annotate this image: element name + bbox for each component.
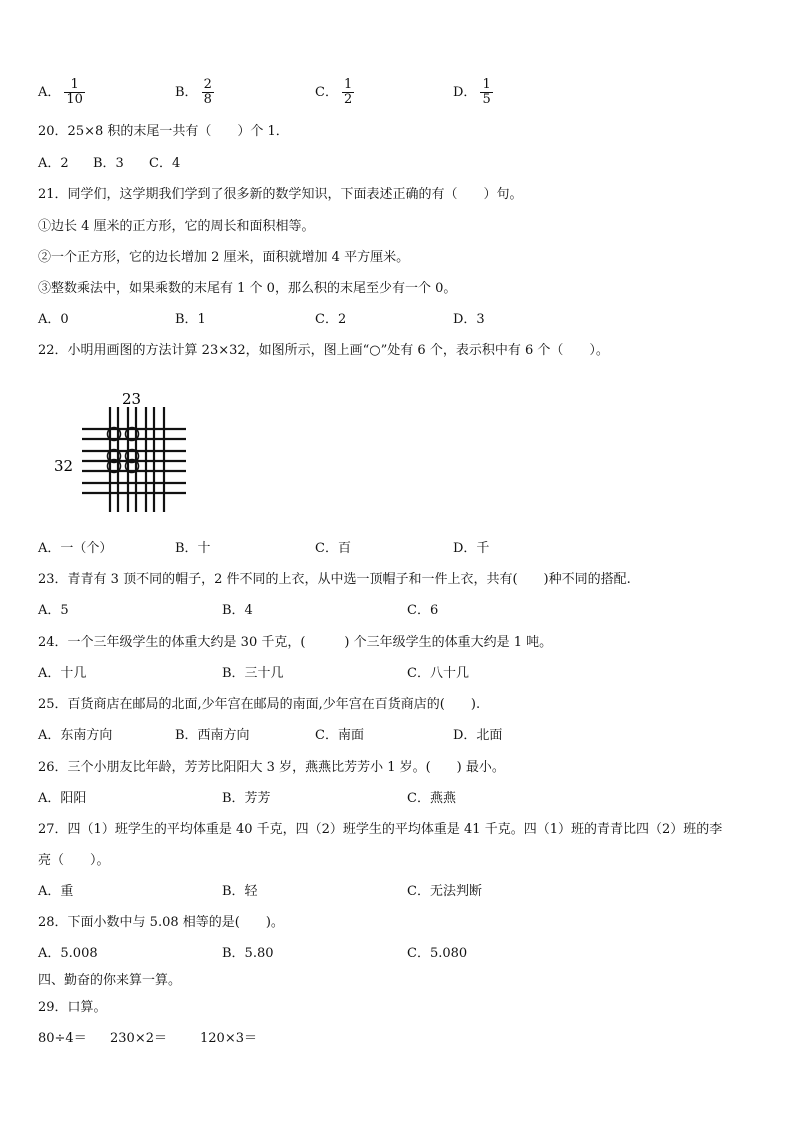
calc-item: 230×2＝ <box>110 1031 167 1046</box>
option-label: B． <box>175 84 198 100</box>
statement-1: ①边长 4 厘米的正方形，它的周长和面积相等。 <box>38 219 315 234</box>
option-c: C．无法判断 <box>407 884 482 899</box>
question-21-stem: 21．同学们，这学期我们学到了很多新的数学知识，下面表述正确的有（ ）句。 <box>38 187 523 202</box>
option-label: C． <box>315 84 338 100</box>
section-heading: 四、勤奋的你来算一算。 <box>38 973 182 988</box>
question-27-stem-line1: 27．四（1）班学生的平均体重是 40 千克，四（2）班学生的平均体重是 41 千克。四（1）班的青青比四（2）班的李 <box>38 822 723 837</box>
question-29-stem: 29．口算。 <box>38 1000 107 1015</box>
option-b: B．1 <box>175 312 206 327</box>
fraction <box>342 78 354 107</box>
calc-item: 120×3＝ <box>200 1031 257 1046</box>
option-c: C．百 <box>315 541 351 556</box>
option-a: A．十几 <box>38 666 87 681</box>
option-a: A．阳阳 <box>38 791 87 806</box>
question-24-stem: 24．一个三年级学生的体重大约是 30 千克，( ) 个三年级学生的体重大约是 1 吨。 <box>38 635 553 650</box>
option-a: A．5.008 <box>38 946 98 961</box>
figure-left-label: 32 <box>54 457 74 475</box>
question-28-stem: 28．下面小数中与 5.08 相等的是( )。 <box>38 915 284 930</box>
option-c: C．燕燕 <box>407 791 456 806</box>
numerator: 2 <box>203 77 212 92</box>
option-a: A．2 <box>38 156 69 171</box>
option-c: C．八十几 <box>407 666 469 681</box>
question-27-stem-line2: 亮（ ）。 <box>38 853 110 868</box>
question-25-stem: 25．百货商店在邮局的北面,少年宫在邮局的南面,少年宫在百货商店的( ). <box>38 697 481 712</box>
statement-3: ③整数乘法中，如果乘数的末尾有 1 个 0，那么积的末尾至少有一个 0。 <box>38 281 457 296</box>
numerator: 1 <box>343 77 353 92</box>
question-22-stem: 22．小明用画图的方法计算 23×32，如图所示，图上画“○”处有 6 个，表示积中有 6 个（ ）。 <box>38 343 609 358</box>
question-20-stem: 20．25×8 积的末尾一共有（ ）个 1． <box>38 124 289 139</box>
option-a <box>38 78 85 107</box>
fraction <box>480 78 492 107</box>
option-d: D．北面 <box>453 728 503 743</box>
option-b <box>175 78 214 107</box>
option-a: A．一（个） <box>38 541 113 556</box>
option-a: A．0 <box>38 312 69 327</box>
option-a: A．5 <box>38 603 69 618</box>
question-26-stem: 26．三个小朋友比年龄，芳芳比阳阳大 3 岁，燕燕比芳芳小 1 岁。( ) 最小。 <box>38 760 505 775</box>
option-a: A．重 <box>38 884 74 899</box>
option-b: B．三十几 <box>222 666 284 681</box>
horizontal-lines <box>82 429 186 493</box>
line-multiplication-figure <box>50 385 200 520</box>
fraction <box>202 78 214 107</box>
option-c: C．4 <box>149 156 181 171</box>
option-a: A．东南方向 <box>38 728 113 743</box>
option-c: C．6 <box>407 603 439 618</box>
statement-2: ②一个正方形，它的边长增加 2 厘米，面积就增加 4 平方厘米。 <box>38 250 410 265</box>
option-b: B．十 <box>175 541 211 556</box>
option-label: A． <box>38 84 61 100</box>
denominator: 2 <box>343 92 353 107</box>
option-c: C．2 <box>315 312 347 327</box>
option-c <box>315 78 354 107</box>
option-d: D．3 <box>453 312 485 327</box>
numerator: 1 <box>482 77 491 92</box>
numerator: 1 <box>70 77 79 92</box>
option-d: D．千 <box>453 541 490 556</box>
option-b: B．5.80 <box>222 946 274 961</box>
option-c: C．5.080 <box>407 946 468 961</box>
denominator: 10 <box>66 92 83 107</box>
question-23-stem: 23．青青有 3 顶不同的帽子，2 件不同的上衣，从中选一顶帽子和一件上衣，共有( )种不同的搭配. <box>38 572 631 587</box>
denominator: 5 <box>482 92 491 107</box>
option-b: B．轻 <box>222 884 258 899</box>
option-b: B．西南方向 <box>175 728 250 743</box>
denominator: 8 <box>203 92 212 107</box>
option-b: B．3 <box>93 156 124 171</box>
calc-item: 80÷4＝ <box>38 1031 87 1046</box>
option-d <box>453 78 493 107</box>
figure-top-label: 23 <box>122 390 142 408</box>
option-label: D． <box>453 84 477 100</box>
option-c: C．南面 <box>315 728 364 743</box>
fraction <box>64 78 85 107</box>
option-b: B．芳芳 <box>222 791 271 806</box>
option-b: B．4 <box>222 603 253 618</box>
